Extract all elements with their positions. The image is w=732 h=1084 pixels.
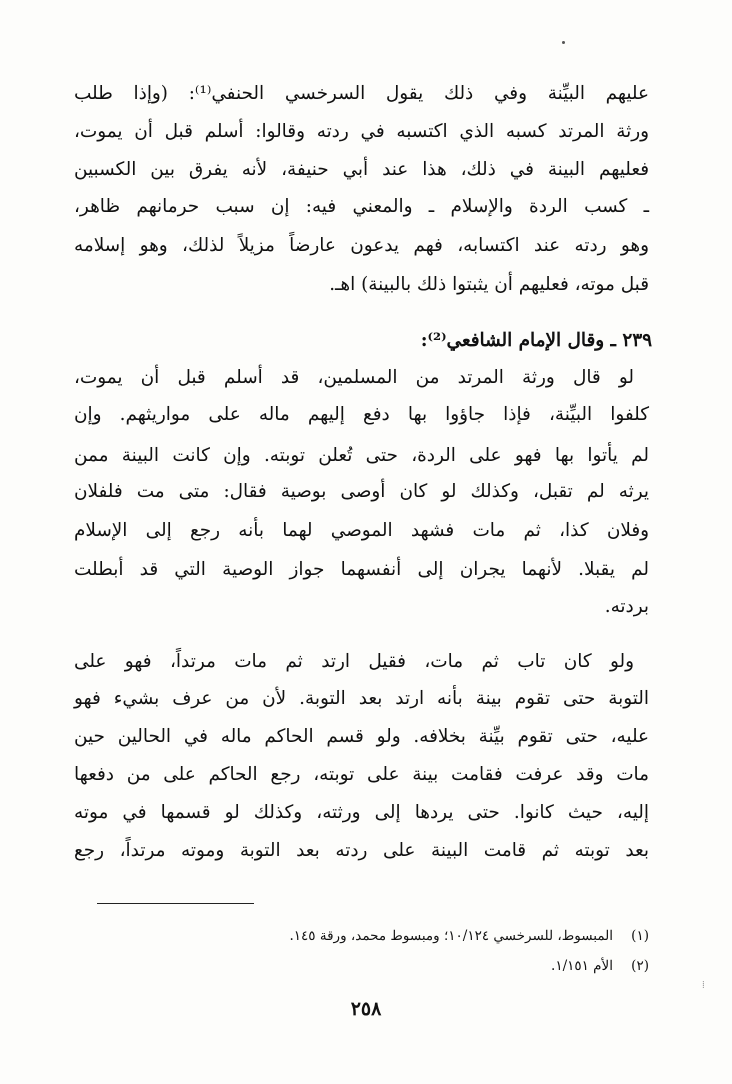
footnote-number: (١): [631, 928, 649, 944]
text-line: ـ كسب الردة والإسلام ـ والمعني فيه: إن سبب حرمانهم ظاهر،: [74, 196, 649, 217]
text-line: عليه، حتى تقوم بيِّنة بخلافه. ولو قسم الحاكم ماله في الحالين حين: [74, 726, 649, 747]
footnote-number: (٢): [631, 958, 649, 974]
footnote-text: الأم ١/١٥١.: [551, 958, 613, 974]
text-line: ورثة المرتد كسبه الذي اكتسبه في ردته وقالوا: أسلم قبل أن يموت،: [74, 121, 649, 142]
text-line: ولو كان تاب ثم مات، فقيل ارتد ثم مات مرتداً، فهو على: [74, 651, 634, 672]
text-line: يرثه لم تقبل، وكذلك لو كان أوصى بوصية فقال: متى مت فلفلان: [74, 481, 649, 502]
footnote-text: المبسوط، للسرخسي ١٠/١٢٤؛ ومبسوط محمد، ورقة ١٤٥.: [289, 928, 613, 944]
text-line: قبل موته، فعليهم أن يثبتوا ذلك بالبينة) اهـ.: [329, 274, 649, 295]
text-line: لم يقبلا. لأنهما يجران إلى أنفسهما جواز الوصية التي قد أبطلت: [74, 559, 649, 580]
page-speck: [562, 41, 565, 44]
page-number: ٢٥٨: [350, 998, 382, 1020]
text-line: بعد توبته ثم قامت البينة على ردته بعد التوبة وموته مرتداً، رجع: [74, 840, 649, 861]
margin-marks: ⁞: [702, 980, 705, 991]
text-line: فعليهم البينة في ذلك، هذا عند أبي حنيفة، لأنه يفرق بين الكسبين: [74, 159, 649, 180]
text-line: وهو ردته عند اكتسابه، فهم يدعون عارضاً مزيلاً لذلك، وهو إسلامه: [74, 235, 649, 256]
text-line: بردته.: [604, 596, 649, 617]
text-line: وفلان كذا، ثم مات فشهد الموصي لهما بأنه رجع إلى الإسلام: [74, 520, 649, 541]
text-line: إليه، حيث كانوا. حتى يردها إلى ورثته، وكذلك لو قسمها في موته: [74, 802, 649, 823]
text-line: كلفوا البيِّنة، فإذا جاؤوا بها دفع إليهم ماله على مواريثهم. وإن: [74, 404, 649, 425]
text-line: مات وقد عرفت فقامت بينة على توبته، رجع الحاكم على من دفعها: [74, 764, 649, 785]
text-line: لم يأتوا بها فهو على الردة، حتى تُعلن توبته. وإن كانت البينة ممن: [74, 445, 649, 466]
text-line: لو قال ورثة المرتد من المسلمين، قد أسلم قبل أن يموت،: [74, 367, 634, 388]
footnote-1: [74, 925, 649, 947]
footnote-2: [74, 955, 649, 977]
text-line: التوبة حتى تقوم بينة بأنه ارتد بعد التوبة. لأن من عرف بشيء فهو: [74, 688, 649, 709]
text-line: عليهم البيِّنة وفي ذلك يقول السرخسي الحنفي⁽¹⁾: (وإذا طلب: [74, 83, 649, 104]
heading-239: ٢٣٩ ـ وقال الإمام الشافعي⁽²⁾:: [420, 330, 652, 351]
footnote-separator: [97, 903, 254, 904]
